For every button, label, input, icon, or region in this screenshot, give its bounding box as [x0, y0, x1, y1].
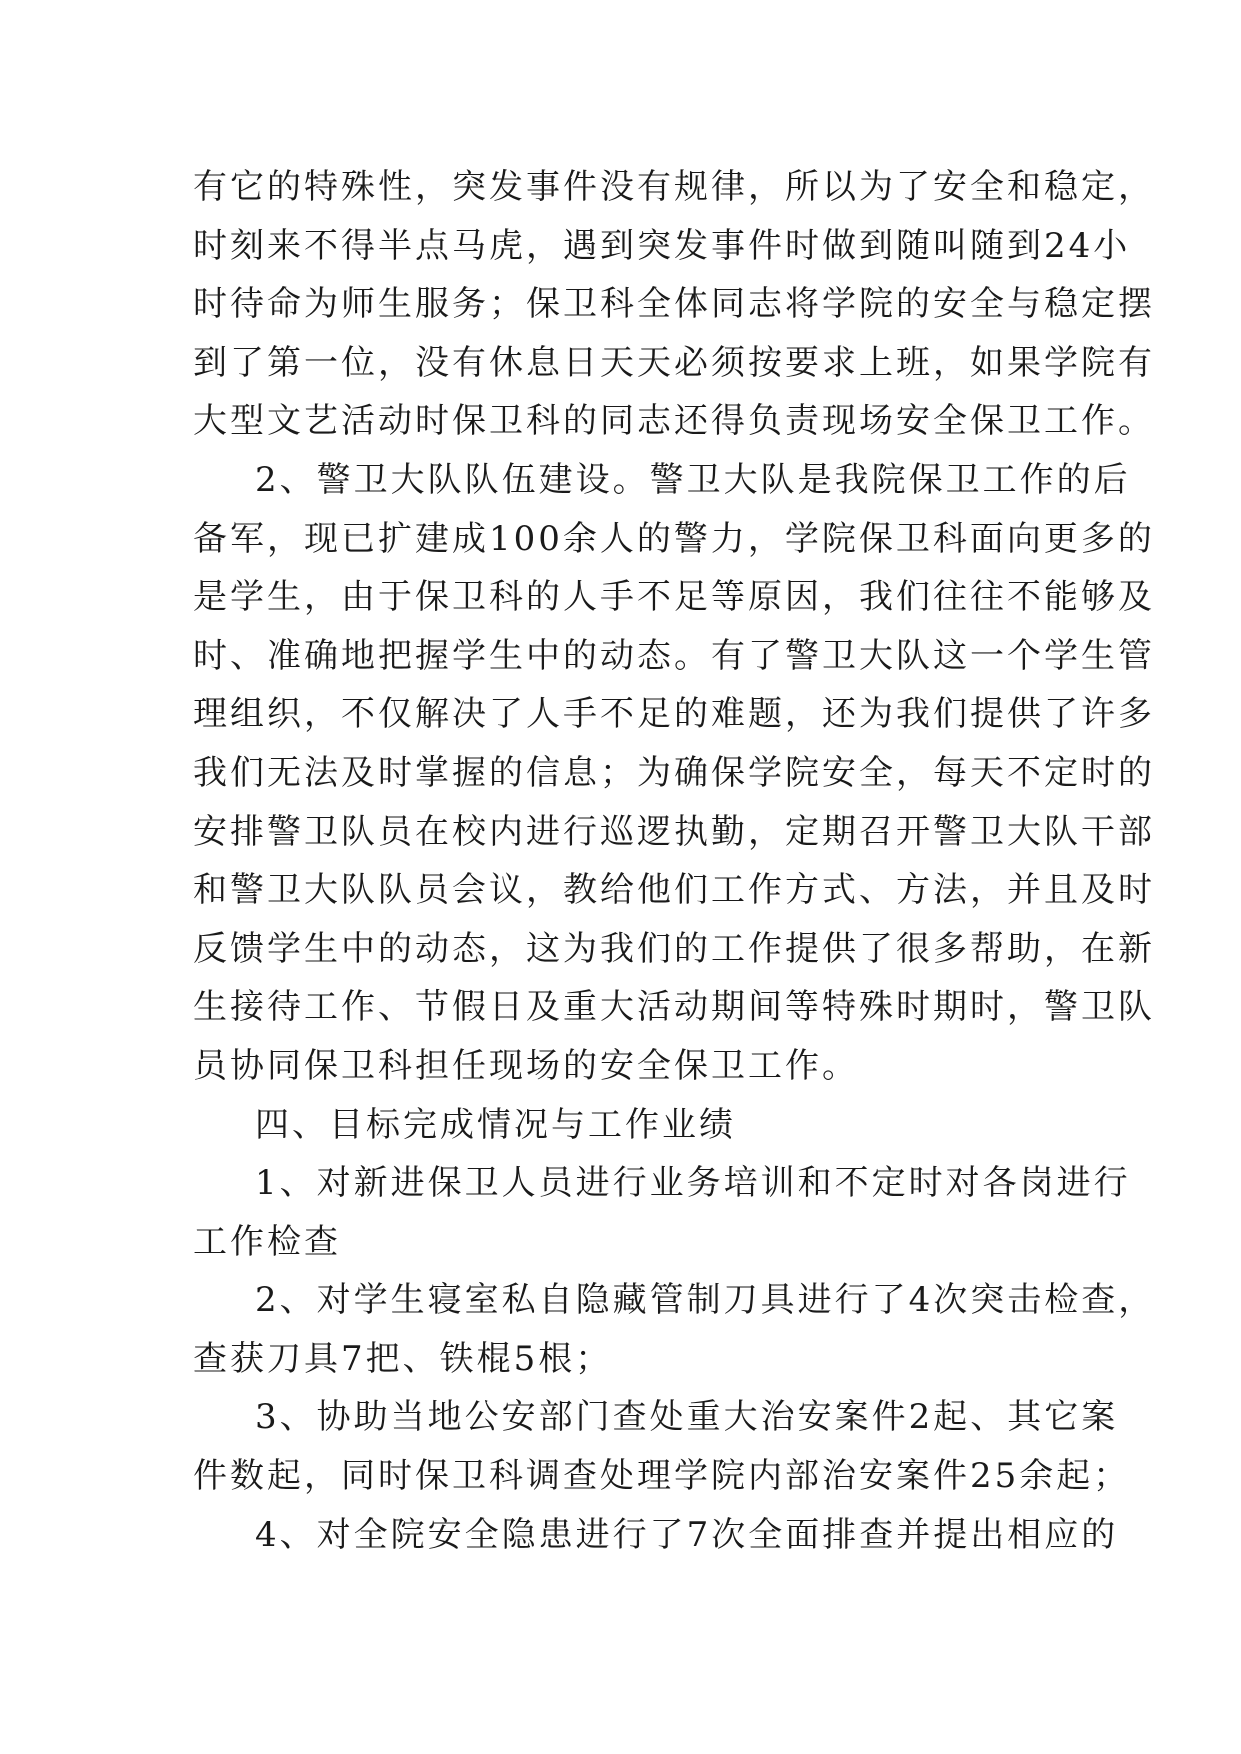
document-body — [193, 158, 1156, 1564]
text-line: 是学生，由于保卫科的人手不足等原因，我们往往不能够及 — [193, 577, 1155, 618]
text-line: 我们无法及时掌握的信息；为确保学院安全，每天不定时的 — [193, 752, 1155, 793]
text-line: 和警卫大队队员会议，教给他们工作方式、方法，并且及时 — [193, 870, 1155, 911]
paragraph-start-line: 2、对学生寝室私自隐藏管制刀具进行了4次突击检查， — [255, 1280, 1156, 1321]
paragraph-start-line: 2、警卫大队队伍建设。警卫大队是我院保卫工作的后 — [255, 459, 1131, 500]
text-line: 员协同保卫科担任现场的安全保卫工作。 — [193, 1045, 859, 1086]
section-heading: 四、目标完成情况与工作业绩 — [255, 1104, 736, 1145]
text-line: 到了第一位，没有休息日天天必须按要求上班，如果学院有 — [193, 342, 1155, 383]
paragraph-start-line: 3、协助当地公安部门查处重大治安案件2起、其它案 — [255, 1397, 1119, 1438]
text-line: 理组织，不仅解决了人手不足的难题，还为我们提供了许多 — [193, 694, 1155, 735]
paragraph-start-line: 4、对全院安全隐患进行了7次全面排查并提出相应的 — [255, 1514, 1119, 1555]
text-line: 有它的特殊性，突发事件没有规律，所以为了安全和稳定， — [193, 167, 1155, 207]
text-line: 查获刀具7把、铁棍5根； — [193, 1338, 613, 1379]
text-line: 生接待工作、节假日及重大活动期间等特殊时期时，警卫队 — [193, 987, 1155, 1028]
text-line: 件数起，同时保卫科调查处理学院内部治安案件25余起； — [193, 1456, 1131, 1497]
text-line: 备军，现已扩建成100余人的警力，学院保卫科面向更多的 — [193, 518, 1155, 559]
text-line: 安排警卫队员在校内进行巡逻执勤，定期召开警卫大队干部 — [193, 811, 1155, 852]
text-line: 时刻来不得半点马虎，遇到突发事件时做到随叫随到24小 — [193, 225, 1131, 266]
text-line: 时、准确地把握学生中的动态。有了警卫大队这一个学生管 — [193, 635, 1155, 676]
text-line: 反馈学生中的动态，这为我们的工作提供了很多帮助，在新 — [193, 928, 1155, 969]
text-line: 大型文艺活动时保卫科的同志还得负责现场安全保卫工作。 — [193, 401, 1155, 442]
paragraph-start-line: 1、对新进保卫人员进行业务培训和不定时对各岗进行 — [255, 1163, 1131, 1204]
text-line: 工作检查 — [193, 1221, 341, 1262]
text-line: 时待命为师生服务；保卫科全体同志将学院的安全与稳定摆 — [193, 284, 1155, 325]
